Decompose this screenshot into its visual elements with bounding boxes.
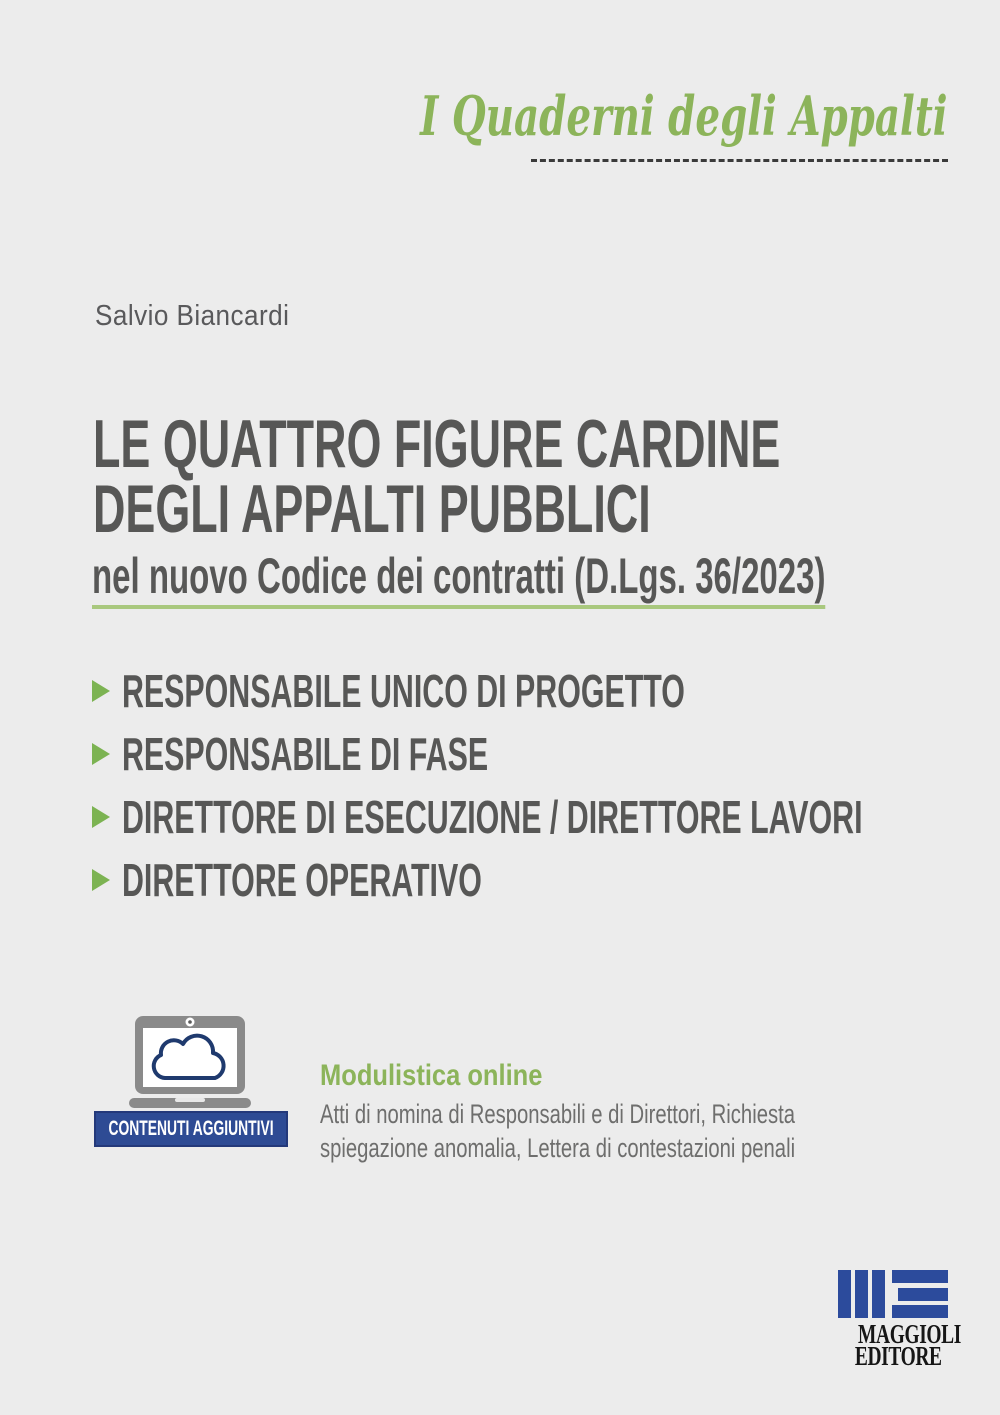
topic-label: DIRETTORE DI ESECUZIONE / DIRETTORE LAVORI xyxy=(122,791,863,843)
bullet-arrow-icon xyxy=(92,806,110,828)
topic-label: RESPONSABILE DI FASE xyxy=(122,728,489,780)
list-item xyxy=(92,792,1000,842)
online-content-heading: Modulistica online xyxy=(320,1059,543,1092)
series-banner xyxy=(215,86,948,146)
laptop-cloud-icon xyxy=(127,1008,253,1113)
book-subtitle: nel nuovo Codice dei contratti (D.Lgs. 36/2023) xyxy=(92,551,1000,609)
topic-label: RESPONSABILE UNICO DI PROGETTO xyxy=(122,665,685,717)
publisher-name xyxy=(838,1319,961,1371)
publisher-logo xyxy=(838,1270,961,1371)
author-name: Salvio Biancardi xyxy=(95,300,290,332)
publisher-name-line-1: MAGGIOLI xyxy=(858,1319,961,1349)
online-content-text-line: Atti di nomina di Responsabili e di Direttori, Richiesta xyxy=(320,1099,795,1129)
topic-list xyxy=(92,666,1000,918)
additional-content-badge: CONTENUTI AGGIUNTIVI xyxy=(94,1111,288,1147)
bullet-arrow-icon xyxy=(92,869,110,891)
topic-label: DIRETTORE OPERATIVO xyxy=(122,854,482,906)
bullet-arrow-icon xyxy=(92,680,110,702)
online-content-text-line: spiegazione anomalia, Lettera di contestazioni penali xyxy=(320,1133,796,1163)
bullet-arrow-icon xyxy=(92,743,110,765)
title-line-1: LE QUATTRO FIGURE CARDINE xyxy=(93,406,781,482)
list-item xyxy=(92,855,1000,905)
title-line-2: DEGLI APPALTI PUBBLICI xyxy=(93,471,651,547)
list-item xyxy=(92,666,1000,716)
series-title: I Quaderni degli Appalti xyxy=(420,84,948,148)
book-title xyxy=(93,406,1000,547)
online-content-block xyxy=(320,1060,920,1165)
maggioli-logo-icon xyxy=(838,1270,948,1318)
list-item xyxy=(92,729,1000,779)
series-dashed-line xyxy=(531,159,948,162)
publisher-name-line-2: EDITORE xyxy=(854,1341,942,1371)
